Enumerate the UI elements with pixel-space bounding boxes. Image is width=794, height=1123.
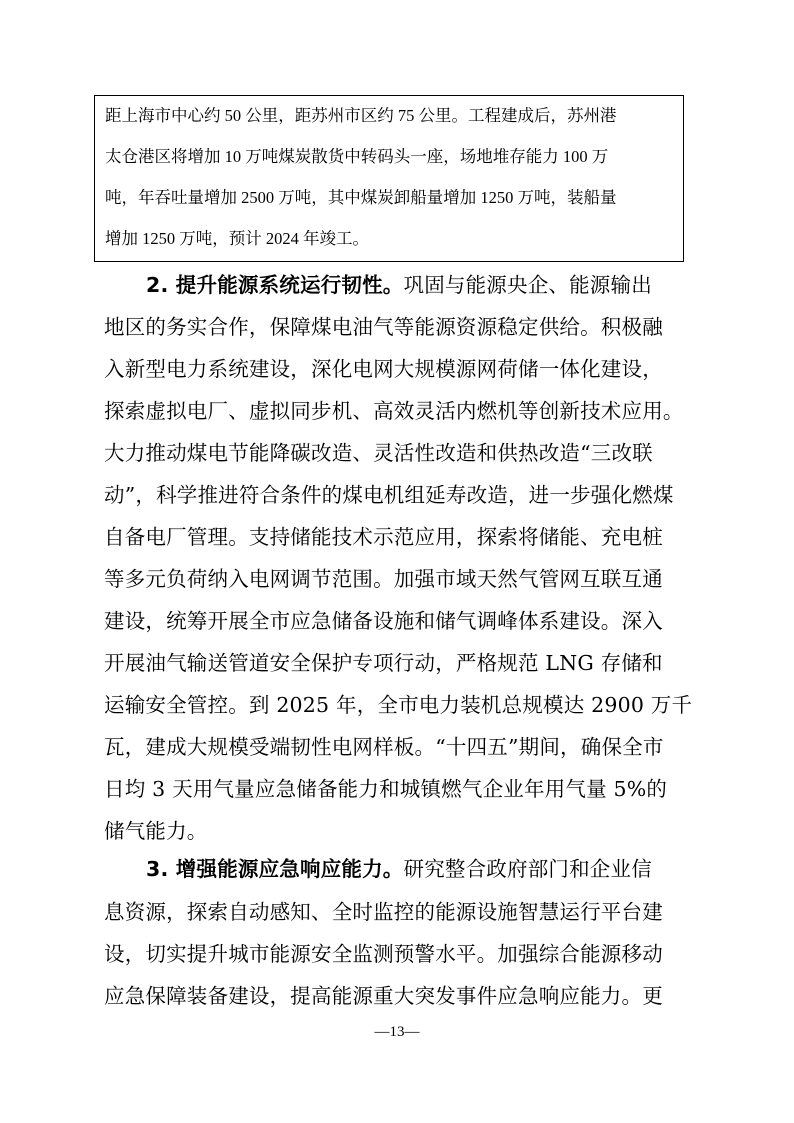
paragraph-line: 动”，科学推进符合条件的煤电机组延寿改造，进一步强化燃煤 bbox=[104, 483, 674, 507]
page-number: —13— bbox=[374, 1024, 420, 1040]
paragraph-line: 日均 3 天用气量应急储备能力和城镇燃气企业年用气量 5%的 bbox=[104, 777, 668, 801]
paragraph-line: 等多元负荷纳入电网调节范围。加强市域天然气管网互联互通 bbox=[104, 567, 663, 591]
section-3-heading: 3. 增强能源应急响应能力。 bbox=[146, 857, 404, 881]
box-line: 吨，年吞吐量增加 2500 万吨，其中煤炭卸船量增加 1250 万吨，装船量 bbox=[105, 188, 617, 207]
paragraph-line: 应急保障装备建设，提高能源重大突发事件应急响应能力。更 bbox=[104, 984, 663, 1008]
project-info-box bbox=[94, 95, 684, 262]
paragraph-line: 自备电厂管理。支持储能技术示范应用，探索将储能、充电桩 bbox=[104, 525, 663, 549]
section-2-first-line-text: 巩固与能源央企、能源输出 bbox=[403, 273, 652, 297]
paragraph-line: 建设，统筹开展全市应急储备设施和储气调峰体系建设。深入 bbox=[104, 609, 663, 633]
section-3-first-line bbox=[146, 856, 652, 882]
paragraph-line: 探索虚拟电厂、虚拟同步机、高效灵活内燃机等创新技术应用。 bbox=[104, 399, 684, 423]
box-line: 增加 1250 万吨，预计 2024 年竣工。 bbox=[105, 229, 369, 248]
paragraph-line: 设，切实提升城市能源安全监测预警水平。加强综合能源移动 bbox=[104, 942, 663, 966]
section-3-first-line-text: 研究整合政府部门和企业信 bbox=[403, 857, 652, 881]
paragraph-line: 入新型电力系统建设，深化电网大规模源网荷储一体化建设， bbox=[104, 357, 663, 381]
paragraph-line: 息资源，探索自动感知、全时监控的能源设施智慧运行平台建 bbox=[104, 900, 663, 924]
paragraph-line: 地区的务实合作，保障煤电油气等能源资源稳定供给。积极融 bbox=[104, 315, 663, 339]
paragraph-line: 大力推动煤电节能降碳改造、灵活性改造和供热改造“三改联 bbox=[104, 441, 653, 465]
box-line: 距上海市中心约 50 公里，距苏州市区约 75 公里。工程建成后，苏州港 bbox=[105, 106, 617, 125]
box-line: 太仓港区将增加 10 万吨煤炭散货中转码头一座，场地堆存能力 100 万 bbox=[105, 147, 609, 166]
paragraph-line: 运输安全管控。到 2025 年，全市电力装机总规模达 2900 万千 bbox=[104, 693, 693, 717]
section-2-first-line bbox=[146, 272, 652, 298]
paragraph-line: 储气能力。 bbox=[104, 819, 208, 843]
paragraph-line: 瓦，建成大规模受端韧性电网样板。“十四五”期间，确保全市 bbox=[104, 735, 664, 759]
paragraph-line: 开展油气输送管道安全保护专项行动，严格规范 LNG 存储和 bbox=[104, 651, 663, 675]
section-2-heading: 2. 提升能源系统运行韧性。 bbox=[146, 273, 404, 297]
